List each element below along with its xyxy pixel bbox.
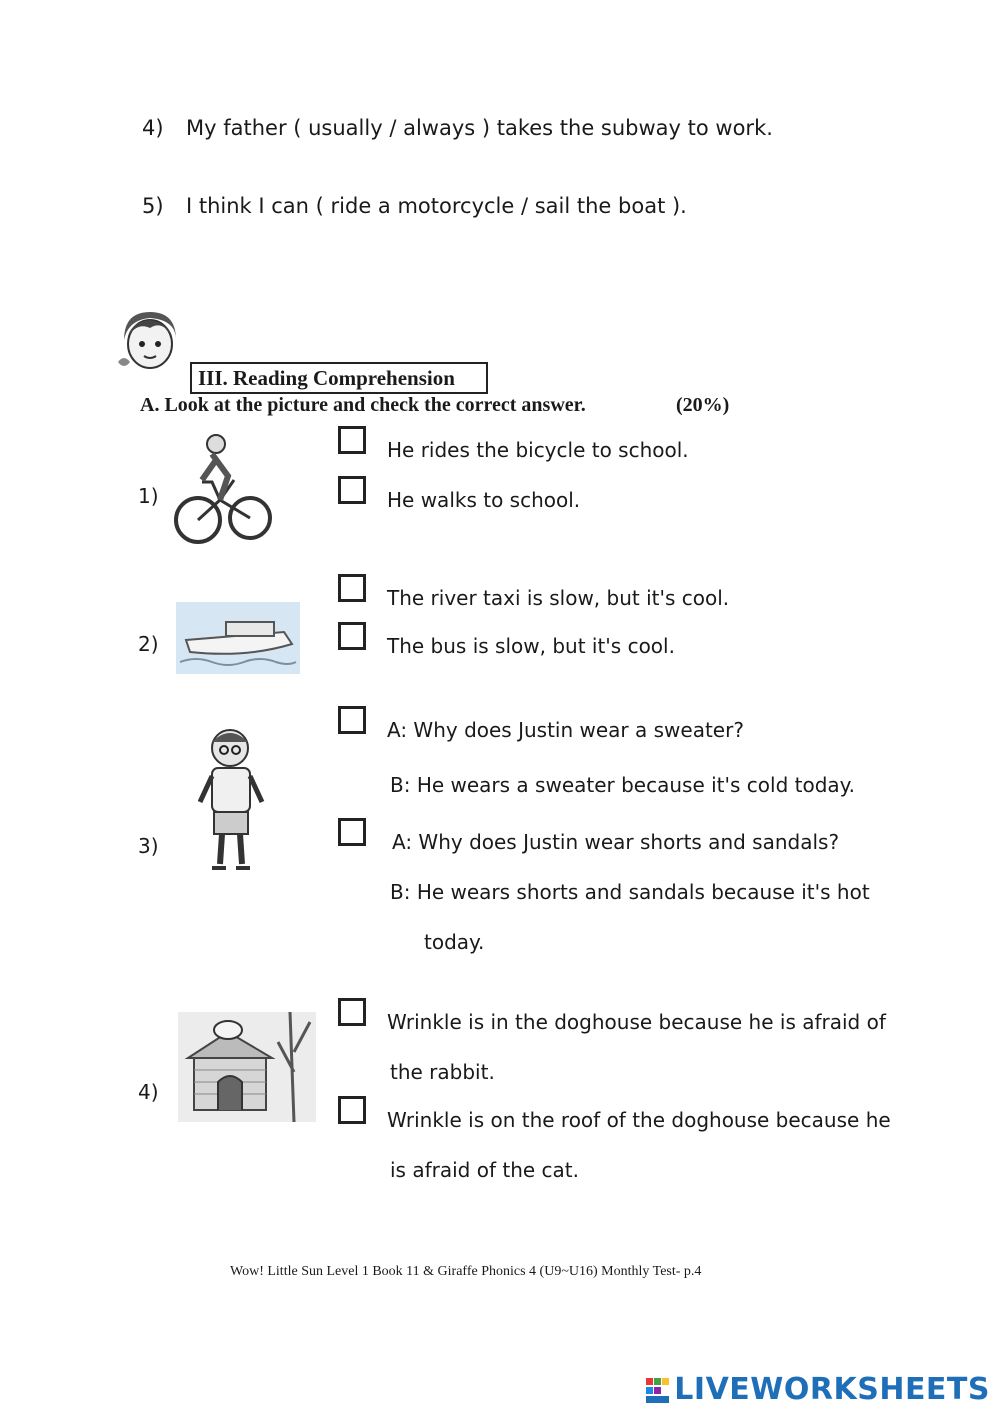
- page-footer: Wow! Little Sun Level 1 Book 11 & Giraffe Phonics 4 (U9~U16) Monthly Test- p.4: [230, 1264, 702, 1279]
- question-number: 4): [138, 1080, 159, 1104]
- dialogue-line-b-continued: today.: [424, 930, 485, 954]
- answer-checkbox[interactable]: [338, 476, 366, 504]
- answer-checkbox[interactable]: [338, 574, 366, 602]
- answer-option-continued: the rabbit.: [390, 1060, 495, 1084]
- answer-checkbox[interactable]: [338, 622, 366, 650]
- answer-option: Wrinkle is in the doghouse because he is afraid of: [387, 1010, 886, 1034]
- liveworksheets-logo[interactable]: [646, 1372, 990, 1407]
- answer-option: The river taxi is slow, but it's cool.: [387, 586, 730, 610]
- answer-checkbox[interactable]: [338, 818, 366, 846]
- instruction-text: A. Look at the picture and check the correct answer.: [140, 394, 586, 416]
- liveworksheets-logo-icon: [646, 1378, 670, 1404]
- section-title: III. Reading Comprehension: [190, 362, 488, 394]
- answer-checkbox[interactable]: [338, 1096, 366, 1124]
- logo-text: LIVEWORKSHEETS: [674, 1372, 990, 1407]
- question-number: 1): [138, 484, 159, 508]
- answer-checkbox[interactable]: [338, 998, 366, 1026]
- river-taxi-picture: [176, 602, 300, 674]
- dialogue-line-b: B: He wears shorts and sandals because it's hot: [390, 880, 870, 904]
- dialogue-line-a: A: Why does Justin wear shorts and sandals?: [392, 830, 840, 854]
- answer-checkbox[interactable]: [338, 706, 366, 734]
- question-number: 2): [138, 632, 159, 656]
- boy-justin-picture: [194, 724, 270, 876]
- boy-bicycle-picture: [172, 430, 272, 550]
- answer-checkbox[interactable]: [338, 426, 366, 454]
- question-text: My father ( usually / always ) takes the subway to work.: [186, 116, 773, 140]
- answer-option: The bus is slow, but it's cool.: [387, 634, 675, 658]
- answer-option-continued: is afraid of the cat.: [390, 1158, 579, 1182]
- answer-option: He walks to school.: [387, 488, 581, 512]
- instruction-percent: (20%): [676, 394, 730, 416]
- dialogue-line-b: B: He wears a sweater because it's cold today.: [390, 773, 856, 797]
- question-number: 5): [142, 194, 164, 218]
- girl-mascot-illustration: [110, 306, 190, 378]
- question-number: 4): [142, 116, 164, 140]
- question-text: I think I can ( ride a motorcycle / sail the boat ).: [186, 194, 687, 218]
- answer-option: He rides the bicycle to school.: [387, 438, 689, 462]
- dialogue-line-a: A: Why does Justin wear a sweater?: [387, 718, 744, 742]
- question-number: 3): [138, 834, 159, 858]
- dog-doghouse-picture: [178, 1012, 316, 1122]
- answer-option: Wrinkle is on the roof of the doghouse because he: [387, 1108, 891, 1132]
